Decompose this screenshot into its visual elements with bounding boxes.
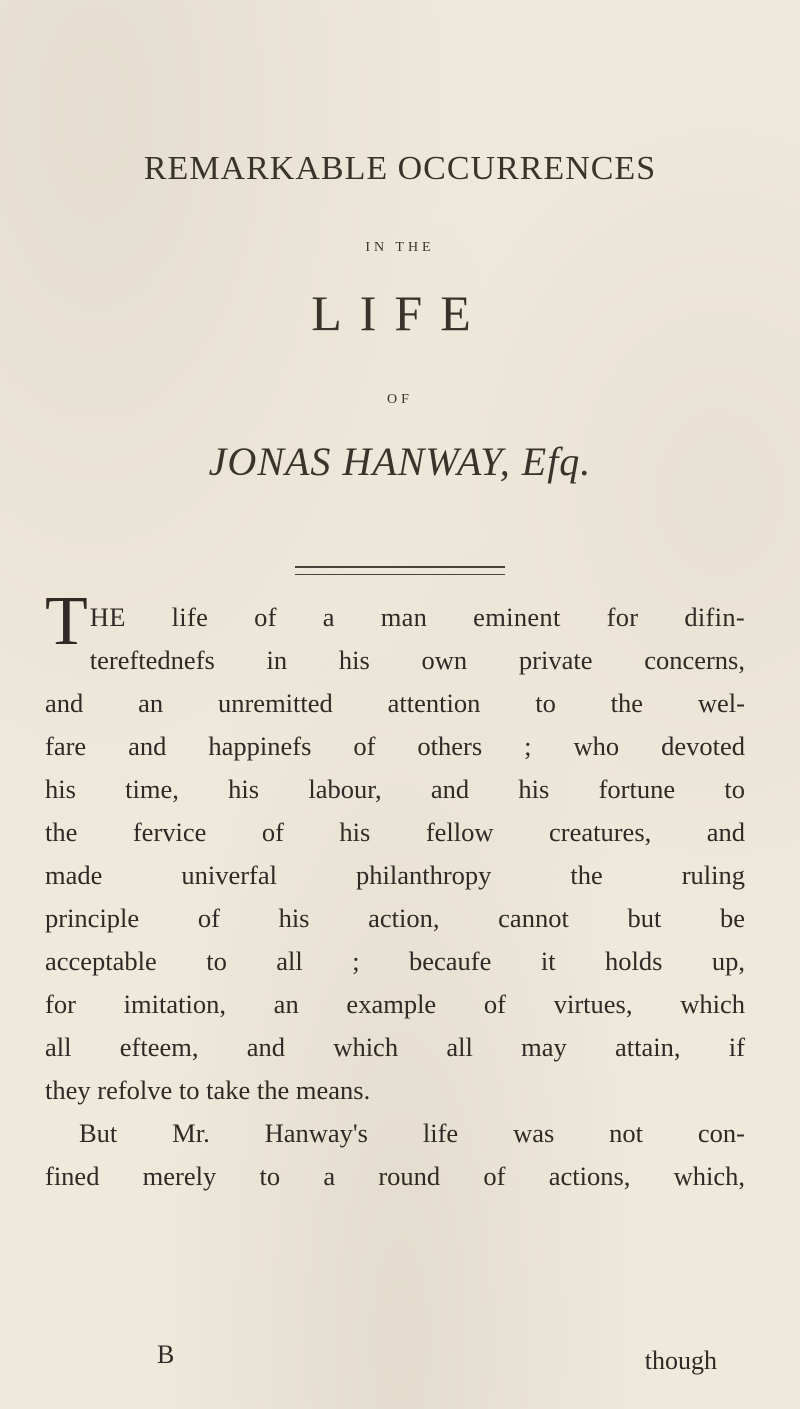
text-line: principle of his action, cannot but be (45, 903, 745, 933)
catchword: though (644, 1346, 717, 1375)
double-rule-divider (295, 566, 505, 575)
text-line: fined merely to a round of actions, which, (45, 1161, 745, 1191)
text-line: But Mr. Hanway's life was not con- (79, 1118, 745, 1148)
text-line: made univerfal philanthropy the ruling (45, 860, 745, 890)
text-line: and an unremitted attention to the wel- (45, 688, 745, 718)
signature-mark: B (157, 1340, 175, 1369)
text-line: acceptable to all ; becaufe it holds up, (45, 946, 745, 976)
text-line: his time, his labour, and his fortune to (45, 774, 745, 804)
text-line: all efteem, and which all may attain, if (45, 1032, 745, 1062)
text-line: tereftednefs in his own private concerns, (89, 645, 745, 675)
text-line: they refolve to take the means. (45, 1075, 371, 1105)
title-in-the: IN THE (365, 240, 435, 255)
text-line: fare and happinefs of others ; who devoted (45, 731, 745, 761)
text-line: for imitation, an example of virtues, which (45, 989, 745, 1019)
title-heading: REMARKABLE OCCURRENCES (143, 150, 657, 187)
text-line: the fervice of his fellow creatures, and (45, 817, 745, 847)
title-name: JONAS HANWAY, Efq. (208, 439, 592, 484)
title-of: OF (387, 392, 413, 407)
drop-cap: T (45, 583, 88, 660)
body-paragraphs (45, 583, 745, 1198)
text-line: HE life of a man eminent for difin- (89, 602, 745, 632)
title-life: LIFE (311, 285, 489, 341)
